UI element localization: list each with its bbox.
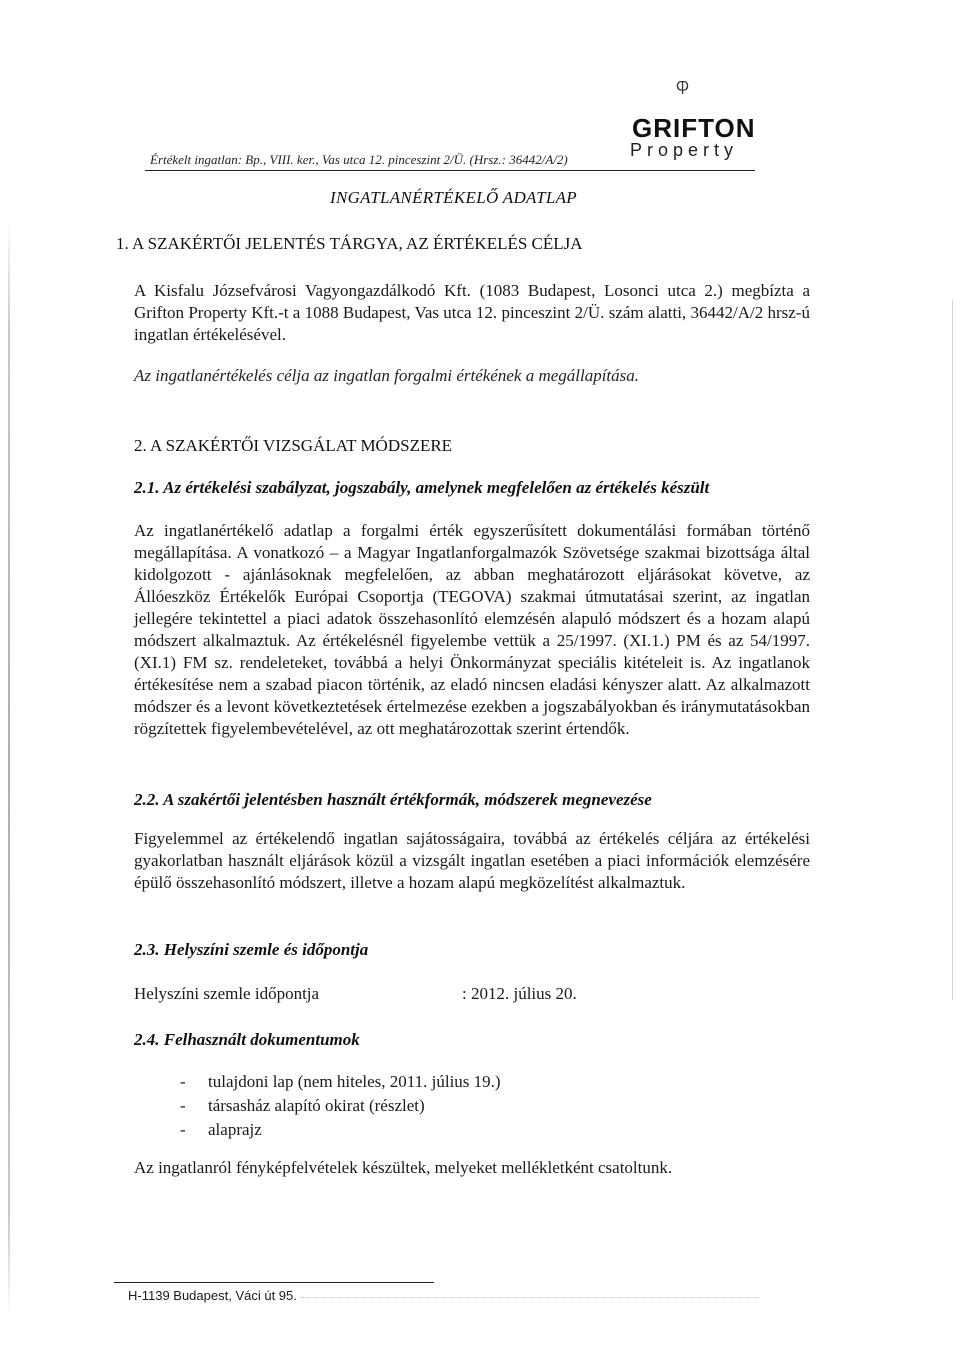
scan-edge-left — [8, 220, 10, 1320]
footer-faded-text — [300, 1297, 760, 1299]
logo-mark-icon: Ⴔ — [676, 80, 689, 98]
list-item — [180, 1070, 501, 1094]
section-2-3-heading: 2.3. Helyszíni szemle és időpontja — [134, 940, 369, 959]
document-item: alaprajz — [208, 1120, 262, 1139]
logo-company-name: GRIFTON — [632, 113, 756, 143]
footer-address: H-1139 Budapest, Váci út 95. — [128, 1288, 297, 1303]
section-1-body: A Kisfalu Józsefvárosi Vagyongazdálkodó Kft. (1083 Budapest, Losonci utca 2.) megbízta a Grifton Property Kft.-t a 1088 Budapest, Vas utca 12. pinceszint 2/Ü. szám alatti, 36442/A/2 hrsz-ú ingatlan értékelésével. — [134, 281, 810, 344]
section-2-2-body: Figyelemmel az értékelendő ingatlan sajátosságaira, továbbá az értékelés céljára az értékelési gyakorlatban használt eljárások közül a vizsgált ingatlan esetében a piaci információk elemzésére épülő összehasonlító módszert, illetve a hozam alapú megközelítést alkalmaztuk. — [134, 829, 810, 892]
site-inspection-label: Helyszíni szemle időpontja — [134, 984, 320, 1003]
document-item: társasház alapító okirat (részlet) — [208, 1096, 425, 1115]
dash-bullet: - — [180, 1120, 186, 1139]
property-reference: Értékelt ingatlan: Bp., VIII. ker., Vas utca 12. pinceszint 2/Ü. (Hrsz.: 36442/A/2) — [150, 152, 568, 167]
site-inspection-date: : 2012. július 20. — [462, 984, 577, 1003]
section-2-1-heading: 2.1. Az értékelési szabályzat, jogszabály, amelynek megfelelően az értékelés készült — [134, 478, 710, 497]
valuation-purpose: Az ingatlanértékelés célja az ingatlan forgalmi értékének a megállapítása. — [134, 366, 640, 385]
logo-company-subtitle: Property — [630, 140, 739, 160]
section-2-4-heading: 2.4. Felhasznált dokumentumok — [134, 1030, 360, 1049]
section-1-heading: 1. A SZAKÉRTŐI JELENTÉS TÁRGYA, AZ ÉRTÉKELÉS CÉLJA — [116, 234, 583, 253]
header-divider — [145, 170, 755, 171]
list-item — [180, 1118, 501, 1142]
scan-edge-right — [952, 300, 953, 1000]
photos-note: Az ingatlanról fényképfelvételek készültek, melyeket mellékletként csatoltunk. — [134, 1158, 673, 1177]
footer-divider — [114, 1282, 434, 1283]
section-2-1-body: Az ingatlanértékelő adatlap a forgalmi érték egyszerűsített dokumentálási formában történő megállapítása. A vonatkozó – a Magyar Ingatlanforgalmazók Szövetsége szakmai bizottsága által kidolgozott - ajánlásoknak megfelelően, az abban meghatározott eljárásokat követve, az Állóeszköz Értékelők Európai Csoportja (TEGOVA) szakmai útmutatásai szerint, az ingatlan jellegére tekintettel a piaci adatok összehasonlító elemzésén alapuló módszert és a hozam alapú módszert alkalmaztuk. Az értékelésnél figyelembe vettük a 25/1997. (XI.1.) PM és az 54/1997. (XI.1) FM sz. rendeleteket, továbbá a helyi Önkormányzat speciális kitételeit is. Az ingatlanok értékesítése nem a szabad piacon történik, az eladó nincsen eladási kényszer alatt. Az alkalmazott módszer és a levont következtetések értelmezése ezekben a jogszabályokban és iránymutatásokban rögzítettek figyelembevételével, az ott meghatározottak szerint értendők. — [134, 521, 810, 738]
dash-bullet: - — [180, 1096, 186, 1115]
document-item: tulajdoni lap (nem hiteles, 2011. július 19.) — [208, 1072, 501, 1091]
section-2-2-heading: 2.2. A szakértői jelentésben használt értékformák, módszerek megnevezése — [134, 790, 652, 809]
document-title: INGATLANÉRTÉKELŐ ADATLAP — [330, 188, 577, 207]
list-item — [180, 1094, 501, 1118]
documents-list — [180, 1070, 501, 1142]
dash-bullet: - — [180, 1072, 186, 1091]
section-2-heading: 2. A SZAKÉRTŐI VIZSGÁLAT MÓDSZERE — [134, 436, 453, 455]
